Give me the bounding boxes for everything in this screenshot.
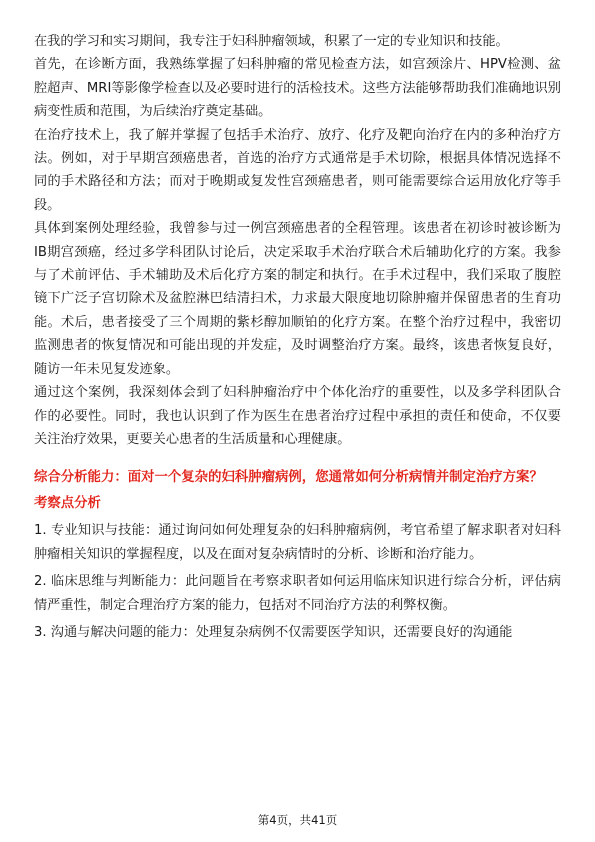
paragraph-diagnosis: 首先，在诊断方面，我熟练掌握了妇科肿瘤的常见检查方法，如宫颈涂片、HPV检测、盆腔超声、MRI等影像学检查以及必要时进行的活检技术。这些方法能够帮助我们准确地识别病变性质和范围，为后续治疗奠定基础。 [34,57,561,120]
page-content [34,30,561,648]
analysis-heading: 考察点分析 [34,496,101,512]
page-number: 第4页，共41页 [257,813,338,827]
paragraph-intro: 在我的学习和实习期间，我专注于妇科肿瘤领域，积累了一定的专业知识和技能。 [34,34,509,49]
analysis-item-3: 3. 沟通与解决问题的能力：处理复杂病例不仅需要医学知识，还需要良好的沟通能 [34,624,513,640]
analysis-item-2: 2. 临床思维与判断能力：此问题旨在考察求职者如何运用临床知识进行综合分析，评估病情严重性，制定合理治疗方案的能力，包括对不同治疗方法的利弊权衡。 [34,574,561,613]
section-gap [34,451,561,467]
paragraph-reflection: 通过这个案例，我深刻体会到了妇科肿瘤治疗中个体化治疗的重要性，以及多学科团队合作的必要性。同时，我也认识到了作为医生在患者治疗过程中承担的责任和使命，不仅要关注治疗效果，更要关心患者的生活质量和心理健康。 [34,385,561,447]
question-heading: 综合分析能力：面对一个复杂的妇科肿瘤病例，您通常如何分析病情并制定治疗方案？ [34,470,543,486]
paragraph-treatment: 在治疗技术上，我了解并掌握了包括手术治疗、放疗、化疗及靶向治疗在内的多种治疗方法。例如，对于早期宫颈癌患者，首选的治疗方式通常是手术切除，根据具体情况选择不同的手术路径和方法；而对于晚期或复发性宫颈癌患者，则可能需要综合运用放化疗等手段。 [34,127,561,213]
analysis-item-1: 1. 专业知识与技能：通过询问如何处理复杂的妇科肿瘤病例，考官希望了解求职者对妇科肿瘤相关知识的掌握程度，以及在面对复杂病情时的分析、诊断和治疗能力。 [34,523,561,562]
paragraph-case: 具体到案例处理经验，我曾参与过一例宫颈癌患者的全程管理。该患者在初诊时被诊断为IB期宫颈癌，经过多学科团队讨论后，决定采取手术治疗联合术后辅助化疗的方案。我参与了术前评估、手术辅助及术后化疗方案的制定和执行。在手术过程中，我们采取了腹腔镜下广泛子宫切除术及盆腔淋巴结清扫术，力求最大限度地切除肿瘤并保留患者的生育功能。术后，患者接受了三个周期的紫杉醇加顺铂的化疗方案。在整个治疗过程中，我密切监测患者的恢复情况和可能出现的并发症，及时调整治疗方案。最终，该患者恢复良好，随访一年未见复发迹象。 [34,221,561,377]
